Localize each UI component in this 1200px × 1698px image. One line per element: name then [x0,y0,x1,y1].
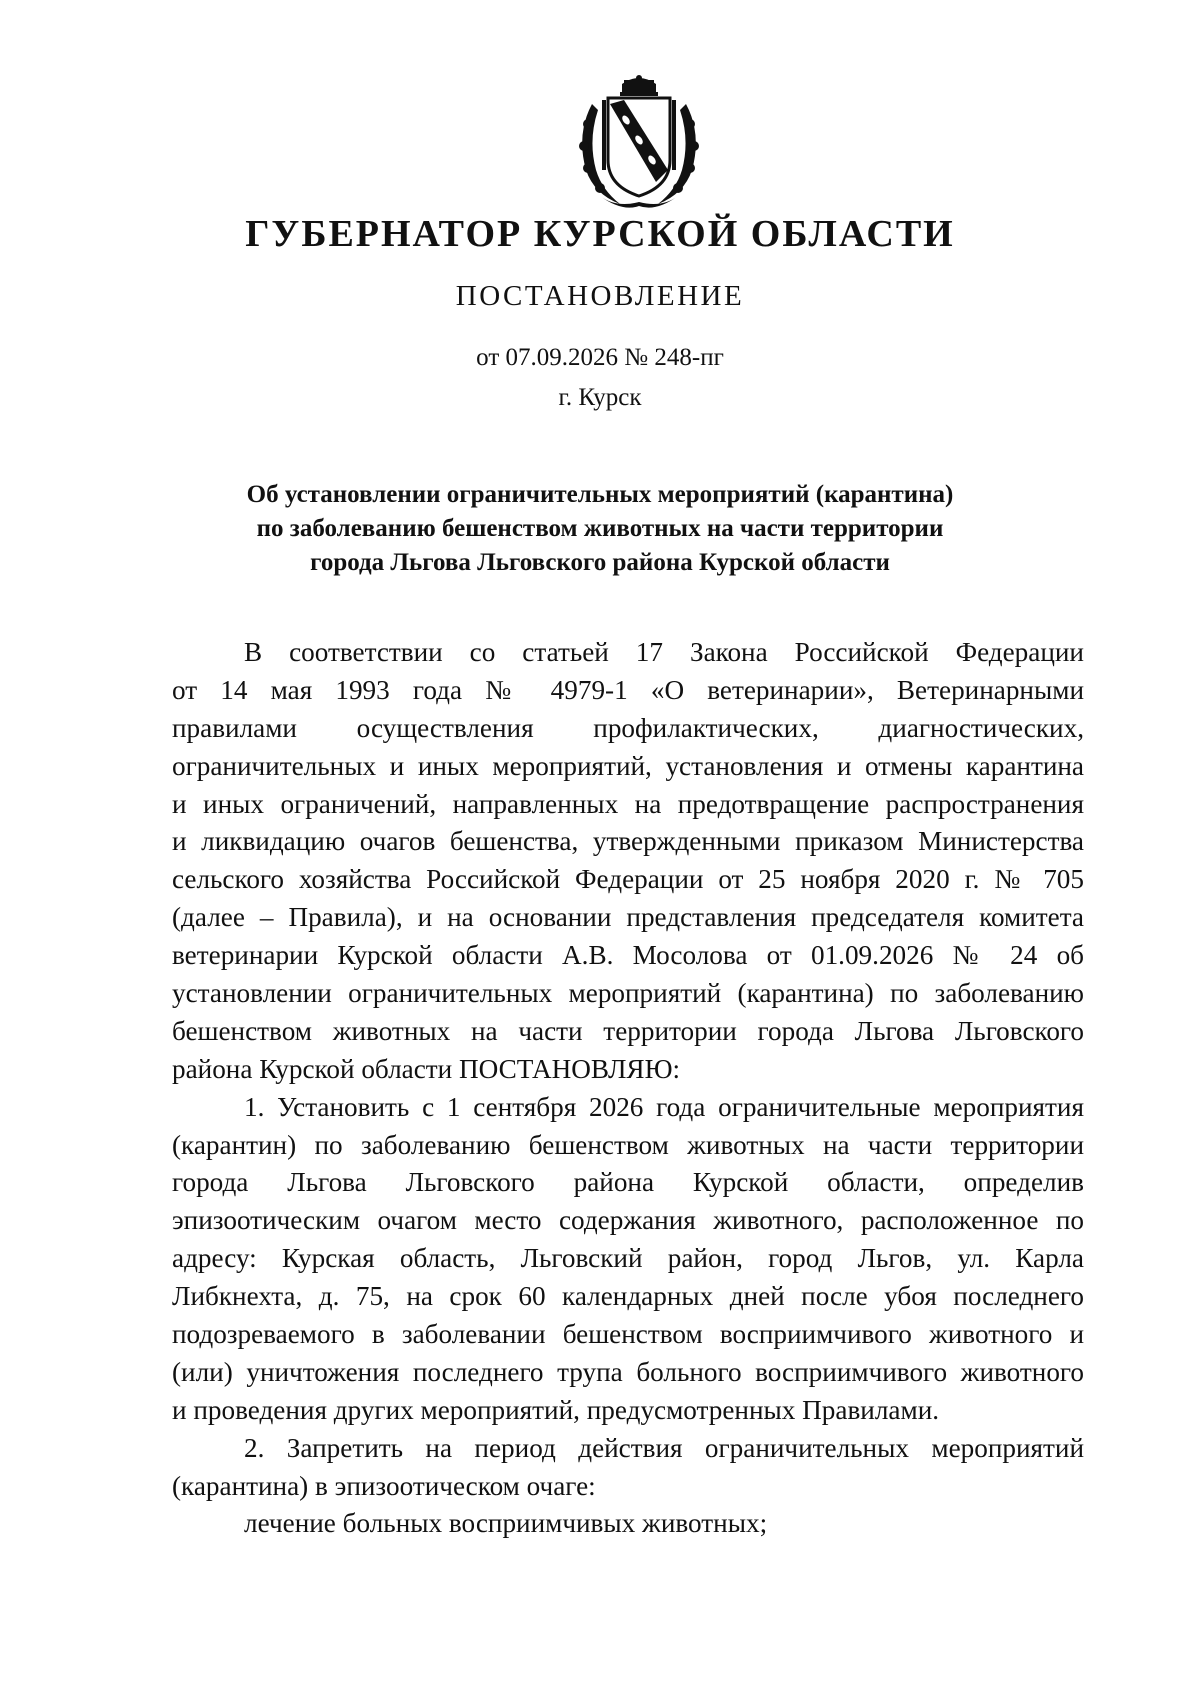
body-line: адресу: Курская область, Льговский район, город Льгов, ул. Карла [172,1243,1084,1274]
body-line: и иных ограничений, направленных на предотвращение распространения [172,788,1084,819]
preamble-paragraph [172,634,1084,1089]
item-2-subitem [172,1505,1084,1543]
subject-line: Об установлении ограничительных мероприятий (карантина) [246,481,954,508]
body-line: бешенством животных на части территории города Льгова Льговского [172,1015,1084,1046]
body-line: установлении ограничительных мероприятий (карантина) по заболеванию [172,978,1084,1009]
body-line: подозреваемого в заболевании бешенством восприимчивого животного и [172,1319,1084,1350]
issue-city: г. Курск [558,384,642,411]
body-line: (карантина) в эпизоотическом очаге: [172,1470,596,1501]
body-line: и проведения других мероприятий, предусмотренных Правилами. [172,1394,940,1425]
body-line: эпизоотическим очагом место содержания животного, расположенное по [172,1205,1084,1236]
body-line: правилами осуществления профилактических, диагностических, [172,712,1084,743]
subject-line: города Льгова Льговского района Курской области [310,549,890,576]
body-line: (карантин) по заболеванию бешенством животных на части территории [172,1129,1084,1160]
body-line: лечение больных восприимчивых животных; [244,1508,768,1539]
item-1-paragraph [172,1089,1084,1430]
body-line: 2. Запретить на период действия ограничительных мероприятий [244,1432,1084,1463]
kursk-coat-of-arms-emblem [572,74,706,212]
body-line: и ликвидацию очагов бешенства, утвержденными приказом Министерства [172,826,1084,857]
item-2-paragraph [172,1430,1084,1506]
issuing-authority: ГУБЕРНАТОР КУРСКОЙ ОБЛАСТИ [245,213,955,255]
body-line: Либкнехта, д. 75, на срок 60 календарных дней после убоя последнего [172,1281,1084,1312]
body-line: сельского хозяйства Российской Федерации от 25 ноября 2020 г. № 705 [172,864,1084,895]
body-line: (далее – Правила), и на основании представления председателя комитета [172,902,1084,933]
body-line: (или) уничтожения последнего трупа больного восприимчивого животного [172,1356,1084,1387]
body-line: района Курской области ПОСТАНОВЛЯЮ: [172,1053,681,1084]
body-line: ветеринарии Курской области А.В. Мосолова от 01.09.2026 № 24 об [172,940,1084,971]
document-subject [0,478,1200,580]
body-line: от 14 мая 1993 года № 4979-1 «О ветеринарии», Ветеринарными [172,674,1084,705]
body-line: ограничительных и иных мероприятий, установления и отмены карантина [172,750,1084,781]
document-body [172,634,1084,1543]
body-line: 1. Установить с 1 сентября 2026 года ограничительные мероприятия [244,1091,1084,1122]
date-and-number: от 07.09.2026 № 248-пг [476,344,724,371]
subject-line: по заболеванию бешенством животных на части территории [256,515,944,542]
body-line: В соответствии со статьей 17 Закона Российской Федерации [244,637,1084,667]
document-type: ПОСТАНОВЛЕНИЕ [455,280,745,312]
body-line: города Льгова Льговского района Курской области, определив [172,1167,1084,1198]
